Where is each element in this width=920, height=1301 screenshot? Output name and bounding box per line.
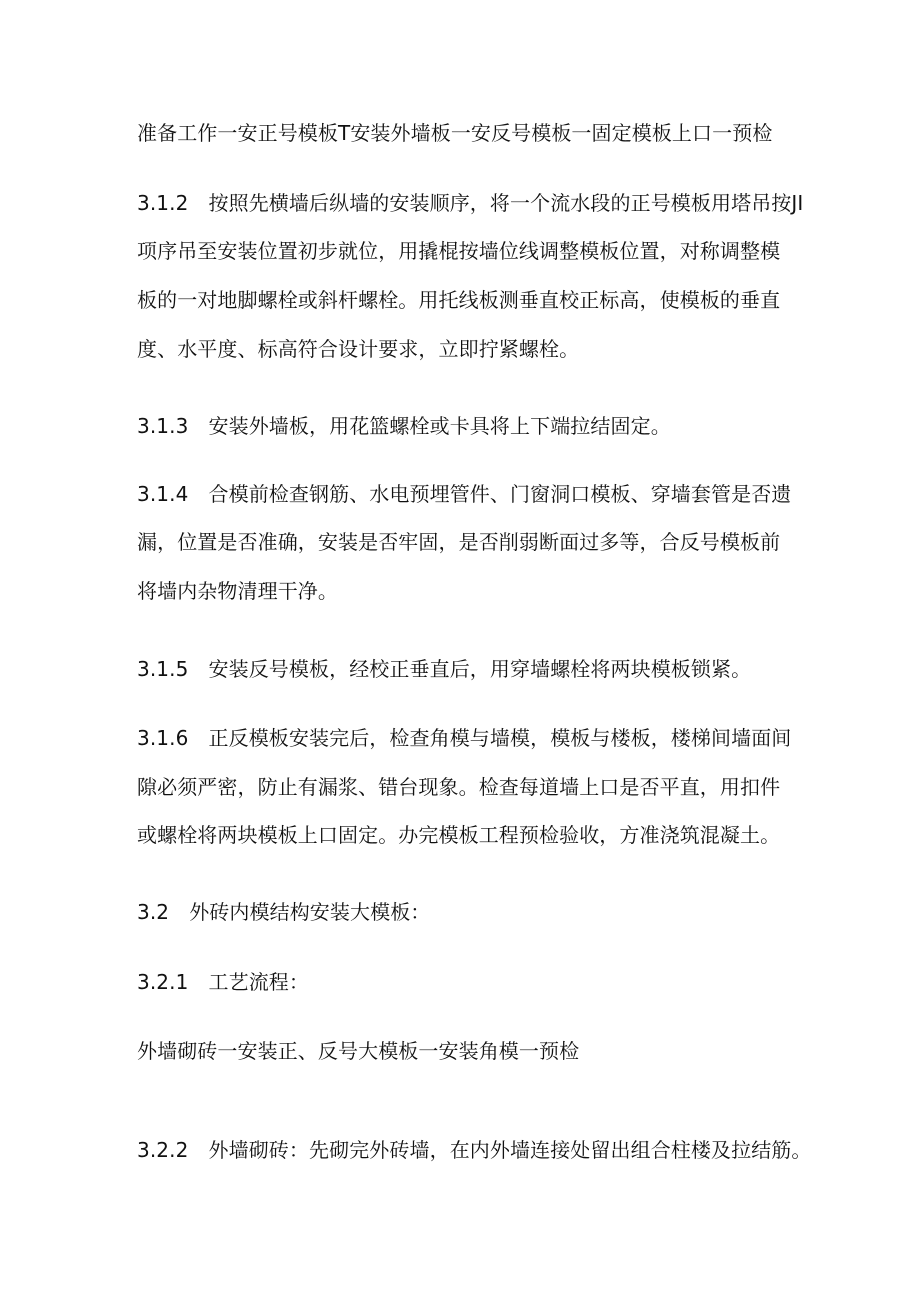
process-flow-line: 准备工作一安正号模板T安装外墙板一安反号模板一固定模板上口一预检 — [137, 121, 773, 145]
process-flow-line-2: 外墙砌砖一安装正、反号大模板一安装角模一预检 — [137, 1039, 580, 1063]
paragraph-3-1-2-line-1: 3.1.2 按照先横墙后纵墙的安装顺序，将一个流水段的正号模板用塔吊按JI — [137, 191, 804, 215]
section-heading-3-2: 3.2 外砖内模结构安装大模板： — [137, 900, 431, 924]
paragraph-3-1-4-line-3: 将墙内杂物清理干净。 — [137, 579, 338, 603]
paragraph-3-1-3: 3.1.3 安装外墙板，用花篮螺栓或卡具将上下端拉结固定。 — [137, 414, 671, 438]
paragraph-3-1-6-line-3: 或螺栓将两块模板上口固定。办完模板工程预检验收，方准浇筑混凝土。 — [137, 823, 781, 847]
paragraph-3-1-6-line-2: 隙必须严密，防止有漏浆、错台现象。检查每道墙上口是否平直，用扣件 — [137, 775, 781, 799]
paragraph-3-1-4-line-2: 漏，位置是否准确，安装是否牢固，是否削弱断面过多等，合反号模板前 — [137, 530, 781, 554]
paragraph-3-1-2-line-4: 度、水平度、标高符合设计要求，立即拧紧螺栓。 — [137, 337, 580, 361]
paragraph-3-1-2-line-2: 项序吊至安装位置初步就位，用撬棍按墙位线调整模板位置，对称调整模 — [137, 239, 781, 263]
section-heading-3-2-1: 3.2.1 工艺流程： — [137, 970, 309, 994]
paragraph-3-1-5: 3.1.5 安装反号模板，经校正垂直后，用穿墙螺栓将两块模板锁紧。 — [137, 657, 752, 681]
paragraph-3-2-2: 3.2.2 外墙砌砖：先砌完外砖墙，在内外墙连接处留出组合柱楼及拉结筋。 — [137, 1138, 812, 1162]
paragraph-3-1-2-line-3: 板的一对地脚螺栓或斜杆螺栓。用托线板测垂直校正标高，使模板的垂直 — [137, 288, 781, 312]
paragraph-3-1-4-line-1: 3.1.4 合模前检查钢筋、水电预埋管件、门窗洞口模板、穿墙套管是否遗 — [137, 482, 792, 506]
paragraph-3-1-6-line-1: 3.1.6 正反模板安装完后，检查角模与墙模，模板与楼板，楼梯间墙面间 — [137, 726, 792, 750]
